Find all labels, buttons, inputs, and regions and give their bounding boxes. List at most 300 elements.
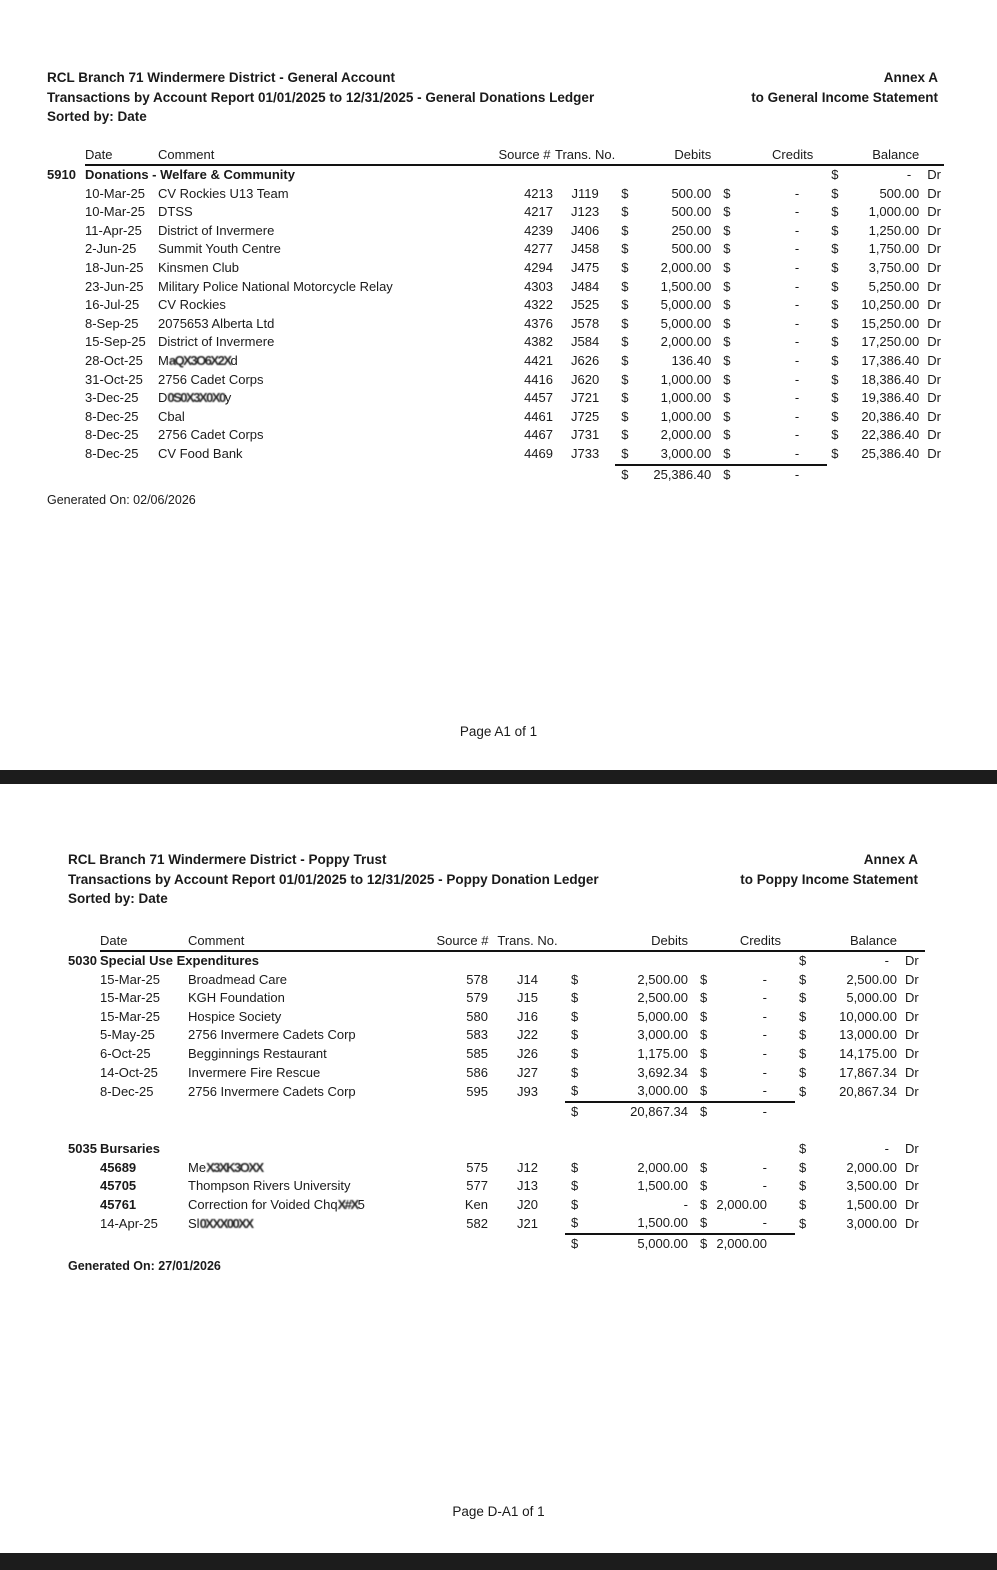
transaction-row (47, 240, 944, 259)
comment-cell: Military Police National Motorcycle Relay (158, 278, 393, 294)
debit-cell: 1,175.00 (637, 1045, 688, 1061)
drcr-cell: Dr (927, 241, 941, 257)
credit-cell: - (794, 408, 800, 424)
source-cell: 4322 (524, 297, 553, 313)
balance-cell (818, 1102, 897, 1122)
comment-cell: 2756 Cadet Corps (158, 427, 264, 443)
credit-cell: - (794, 241, 800, 257)
trans-no-cell: J584 (571, 334, 600, 350)
totals-credits-cell: - (737, 465, 827, 485)
column-header-account (47, 142, 85, 165)
source-cell: 4457 (524, 390, 553, 406)
totals-credit-sign-cell: $ (688, 1234, 715, 1254)
debit-cell: 2,000.00 (637, 1159, 688, 1175)
credit-sign-cell: $ (723, 315, 731, 331)
debit-sign-cell: $ (571, 1083, 579, 1099)
report-title: RCL Branch 71 Windermere District - Poppy Trust (68, 852, 387, 867)
debit-cell: 2,000.00 (660, 334, 712, 350)
credit-sign-cell: $ (700, 971, 708, 987)
totals-credit-sign-cell: $ (711, 465, 737, 485)
credit-sign-cell (688, 1140, 715, 1159)
credit-cell: - (794, 259, 800, 275)
column-header-source: Source # (435, 928, 490, 951)
balance-cell: 1,750.00 (868, 241, 920, 257)
account-number-cell (68, 1214, 100, 1234)
balance-sign-cell: $ (831, 278, 839, 294)
date-cell: 8-Dec-25 (85, 446, 139, 462)
balance-cell: 5,250.00 (868, 278, 920, 294)
balance-cell: 2,500.00 (846, 971, 897, 987)
report-header-right (740, 850, 918, 889)
account-number-cell (68, 1026, 100, 1045)
account-section-row (68, 1140, 925, 1159)
account-number-cell (47, 203, 85, 222)
credit-sign-cell (711, 165, 737, 185)
account-number-cell (68, 1177, 100, 1196)
comment-cell: Kinsmen Club (158, 259, 239, 275)
account-number-cell (47, 426, 85, 445)
trans-no-cell: J14 (517, 971, 538, 987)
source-cell: 4469 (524, 446, 553, 462)
drcr-cell: Dr (905, 1159, 919, 1175)
credit-sign-cell: $ (723, 278, 731, 294)
trans-no-cell: J16 (517, 1008, 538, 1024)
transaction-row (68, 1008, 925, 1027)
annex-subtitle: to Poppy Income Statement (740, 871, 918, 887)
trans-no-cell: J484 (571, 278, 600, 294)
section-totals-row (47, 465, 944, 485)
column-header-drcr (897, 928, 925, 951)
transaction-row (47, 259, 944, 278)
drcr-cell: Dr (919, 165, 944, 185)
date-cell: 15-Sep-25 (85, 334, 146, 350)
annex-label: Annex A (863, 852, 918, 867)
credit-cell: - (762, 1008, 767, 1024)
credit-sign-cell: $ (723, 204, 731, 220)
trans-no-cell: J93 (517, 1083, 538, 1099)
date-cell: 45689 (100, 1159, 137, 1175)
source-cell: 4303 (524, 278, 553, 294)
transaction-row (68, 1064, 925, 1083)
source-cell: 4294 (524, 259, 553, 275)
drcr-cell: Dr (927, 334, 941, 350)
source-cell: 582 (466, 1215, 488, 1231)
balance-cell: 500.00 (879, 185, 920, 201)
credit-cell (715, 1140, 795, 1159)
transaction-row (47, 203, 944, 222)
drcr-cell: Dr (927, 371, 941, 387)
debit-cell: 3,000.00 (660, 445, 712, 461)
balance-cell: 22,386.40 (861, 427, 920, 443)
balance-cell: 1,250.00 (868, 222, 920, 238)
balance-sign-cell (827, 465, 847, 485)
date-cell: 8-Dec-25 (100, 1083, 154, 1099)
debit-cell: 5,000.00 (637, 1008, 688, 1024)
column-header-account (68, 928, 100, 951)
report-subtitle: Transactions by Account Report 01/01/2025 to 12/31/2025 - General Donations Ledger (47, 89, 595, 105)
balance-sign-cell: $ (799, 1027, 807, 1043)
transaction-row (68, 971, 925, 990)
debit-cell: 500.00 (671, 204, 712, 220)
account-number-cell: 5035 (68, 1140, 97, 1156)
source-cell: 4461 (524, 408, 553, 424)
transaction-row (68, 1082, 925, 1102)
account-number-cell (47, 185, 85, 204)
date-cell: 14-Apr-25 (100, 1215, 158, 1231)
account-number-cell: 5030 (68, 952, 97, 968)
comment-cell: District of Invermere (158, 222, 275, 238)
trans-no-cell: J26 (517, 1045, 538, 1061)
comment-cell: Invermere Fire Rescue (188, 1064, 321, 1080)
trans-no-cell: J15 (517, 990, 538, 1006)
account-number-cell (47, 408, 85, 427)
balance-cell: 3,750.00 (868, 259, 920, 275)
debit-sign-cell: $ (621, 334, 629, 350)
trans-no-cell: J475 (571, 259, 600, 275)
redacted-text: X#X (337, 1196, 358, 1212)
section-totals-row (68, 1234, 925, 1254)
drcr-cell: Dr (905, 1196, 919, 1212)
debit-sign-cell: $ (571, 1178, 579, 1194)
balance-sign-cell: $ (799, 1140, 807, 1156)
drcr-cell: Dr (927, 297, 941, 313)
debit-cell (637, 165, 711, 185)
column-header-trans: Trans. No. (555, 142, 615, 165)
comment-cell: CV Food Bank (158, 446, 243, 462)
balance-sign-cell (795, 1234, 818, 1254)
comment-cell: CV Rockies U13 Team (158, 185, 289, 201)
credit-sign-cell: $ (700, 1008, 708, 1024)
trans-no-cell: J123 (571, 204, 600, 220)
credit-sign-cell: $ (723, 445, 731, 461)
transaction-row (68, 1045, 925, 1064)
date-cell: 31-Oct-25 (85, 371, 143, 387)
account-number-cell (68, 1196, 100, 1215)
debit-cell: 500.00 (671, 185, 712, 201)
credit-cell: - (794, 334, 800, 350)
account-number-cell (68, 989, 100, 1008)
debit-cell: 136.40 (671, 352, 712, 368)
credit-sign-cell: $ (723, 297, 731, 313)
comment-cell: 2075653 Alberta Ltd (158, 315, 275, 331)
drcr-cell: Dr (905, 1215, 919, 1231)
credit-cell: - (762, 1027, 767, 1043)
comment-cell: Broadmead Care (188, 971, 287, 987)
drcr-cell: Dr (927, 222, 941, 238)
drcr-cell (897, 1234, 925, 1254)
credit-sign-cell: $ (700, 1196, 708, 1212)
credit-cell (715, 951, 795, 971)
balance-cell: 2,000.00 (846, 1159, 897, 1175)
comment-cell: 2756 Invermere Cadets Corp (188, 1083, 356, 1099)
redacted-text: 0XXX00XX (199, 1215, 253, 1231)
transaction-row (68, 989, 925, 1008)
balance-cell: 17,250.00 (861, 334, 920, 350)
debit-cell: 3,000.00 (637, 1027, 688, 1043)
transaction-row (68, 1177, 925, 1196)
trans-no-cell: J626 (571, 352, 600, 368)
trans-no-cell: J458 (571, 241, 600, 257)
drcr-cell: Dr (905, 1140, 919, 1156)
trans-no-cell: J27 (517, 1064, 538, 1080)
balance-cell: 1,500.00 (846, 1196, 897, 1212)
balance-cell: 3,000.00 (846, 1215, 897, 1231)
drcr-cell: Dr (927, 446, 941, 462)
trans-no-cell: J725 (571, 408, 600, 424)
column-header-balance: Balance (827, 142, 919, 165)
transactions-table-poppy (68, 928, 925, 1254)
debit-cell (600, 1140, 688, 1159)
comment-cell: 2756 Cadet Corps (158, 371, 264, 387)
debit-cell: 3,692.34 (637, 1064, 688, 1080)
account-number-cell (47, 371, 85, 390)
totals-credits-cell: 2,000.00 (715, 1234, 795, 1254)
date-cell: 15-Mar-25 (100, 971, 160, 987)
debit-cell: 2,500.00 (637, 971, 688, 987)
balance-sign-cell: $ (799, 1178, 807, 1194)
credit-cell: - (794, 278, 800, 294)
column-header-debits: Debits (565, 928, 688, 951)
balance-sign-cell: $ (831, 204, 839, 220)
drcr-cell: Dr (927, 390, 941, 406)
source-cell: 575 (466, 1159, 488, 1175)
column-header-date: Date (100, 928, 188, 951)
date-cell: 15-Mar-25 (100, 1008, 160, 1024)
report-header-left (47, 68, 594, 127)
source-cell: Ken (464, 1196, 488, 1212)
debit-sign-cell: $ (621, 204, 629, 220)
totals-credits-cell: - (715, 1102, 795, 1122)
transaction-row (47, 371, 944, 390)
debit-cell: 1,000.00 (660, 371, 712, 387)
trans-no-cell: J525 (571, 297, 600, 313)
balance-sign-cell: $ (799, 1159, 807, 1175)
generated-on-line: Generated On: 27/01/2026 (68, 1259, 221, 1273)
balance-cell: 25,386.40 (861, 446, 920, 462)
annex-label: Annex A (883, 70, 938, 85)
column-header-row (68, 928, 925, 951)
comment-cell: MeX3XK3OXX (188, 1159, 263, 1175)
debit-sign-cell: $ (571, 1008, 579, 1024)
balance-sign-cell: $ (831, 408, 839, 424)
account-section-row (68, 951, 925, 971)
source-cell: 4213 (524, 185, 553, 201)
credit-sign-cell: $ (700, 1027, 708, 1043)
credit-cell: - (762, 1064, 767, 1080)
balance-sign-cell: $ (831, 446, 839, 462)
trans-no-cell: J20 (517, 1196, 538, 1212)
account-label-cell: Special Use Expenditures (100, 951, 565, 971)
balance-sign-cell: $ (799, 1083, 807, 1099)
credit-sign-cell: $ (723, 222, 731, 238)
source-cell: 4416 (524, 371, 553, 387)
column-header-source: Source # (494, 142, 555, 165)
debit-cell: 1,000.00 (660, 408, 712, 424)
credit-cell: - (794, 315, 800, 331)
credit-sign-cell: $ (700, 1215, 708, 1231)
account-number-cell (47, 333, 85, 352)
date-cell: 5-May-25 (100, 1027, 155, 1043)
balance-cell: 17,867.34 (839, 1064, 897, 1080)
debit-sign-cell: $ (621, 371, 629, 387)
trans-no-cell: J22 (517, 1027, 538, 1043)
source-cell: 4421 (524, 352, 553, 368)
debit-sign-cell: $ (571, 1196, 579, 1212)
debit-cell: 5,000.00 (660, 315, 712, 331)
trans-no-cell: J21 (517, 1215, 538, 1231)
balance-cell: 5,000.00 (846, 990, 897, 1006)
debit-sign-cell: $ (621, 297, 629, 313)
credit-cell: - (762, 990, 767, 1006)
column-header-credits: Credits (711, 142, 827, 165)
column-header-row (47, 142, 944, 165)
source-cell: 595 (466, 1083, 488, 1099)
comment-cell: D0S0X3X0X0y (158, 390, 232, 406)
account-number-cell (47, 259, 85, 278)
source-cell: 4239 (524, 222, 553, 238)
balance-cell: 15,250.00 (861, 315, 920, 331)
credit-sign-cell: $ (723, 408, 731, 424)
totals-debit-sign-cell: $ (615, 465, 637, 485)
transaction-row (47, 315, 944, 334)
debit-sign-cell (615, 165, 637, 185)
balance-cell: 10,000.00 (839, 1008, 897, 1024)
comment-cell: Correction for Voided ChqX#X5 (188, 1196, 365, 1212)
balance-cell: 18,386.40 (861, 371, 920, 387)
drcr-cell: Dr (927, 352, 941, 368)
balance-sign-cell: $ (831, 222, 839, 238)
balance-sign-cell: $ (831, 371, 839, 387)
credit-sign-cell: $ (723, 427, 731, 443)
debit-sign-cell: $ (621, 278, 629, 294)
debit-sign-cell: $ (571, 1215, 579, 1231)
trans-no-cell: J731 (571, 427, 600, 443)
credit-sign-cell: $ (700, 1064, 708, 1080)
credit-cell: - (762, 1215, 767, 1231)
trans-no-cell: J119 (571, 185, 599, 201)
report-sorted-by: Sorted by: Date (68, 891, 168, 906)
transaction-row (47, 389, 944, 408)
account-number-cell (47, 240, 85, 259)
date-cell: 18-Jun-25 (85, 259, 144, 275)
account-number-cell (68, 971, 100, 990)
drcr-cell: Dr (905, 971, 919, 987)
credit-cell: - (794, 390, 800, 406)
transaction-row (68, 1026, 925, 1045)
transaction-row (47, 352, 944, 371)
balance-cell (847, 465, 919, 485)
trans-no-cell: J406 (571, 222, 600, 238)
transaction-row (47, 185, 944, 204)
balance-cell: 10,250.00 (861, 297, 920, 313)
comment-cell: Thompson Rivers University (188, 1178, 351, 1194)
comment-cell: 2756 Invermere Cadets Corp (188, 1027, 356, 1043)
account-number-cell (47, 445, 85, 465)
debit-sign-cell: $ (571, 990, 579, 1006)
debit-sign-cell: $ (621, 427, 629, 443)
account-number-cell: 5910 (47, 166, 76, 182)
date-cell: 16-Jul-25 (85, 297, 140, 313)
debit-cell: 500.00 (671, 241, 712, 257)
balance-cell: 1,000.00 (868, 204, 920, 220)
totals-debits-cell: 25,386.40 (637, 465, 711, 485)
balance-sign-cell: $ (831, 334, 839, 350)
credit-sign-cell: $ (700, 1159, 708, 1175)
balance-sign-cell: $ (831, 241, 839, 257)
balance-sign-cell: $ (799, 990, 807, 1006)
balance-cell (818, 1234, 897, 1254)
debit-cell: 2,000.00 (660, 259, 712, 275)
drcr-cell: Dr (927, 408, 941, 424)
debit-sign-cell: $ (621, 390, 629, 406)
debit-sign-cell: $ (621, 445, 629, 461)
credit-cell: - (794, 445, 800, 461)
column-header-credits: Credits (688, 928, 795, 951)
account-number-cell (47, 222, 85, 241)
source-cell: 580 (466, 1008, 488, 1024)
drcr-cell: Dr (927, 259, 941, 275)
generated-on-line: Generated On: 02/06/2026 (47, 493, 196, 507)
account-number-cell (68, 1045, 100, 1064)
source-cell: 4382 (524, 334, 553, 350)
trans-no-cell: J578 (571, 315, 600, 331)
balance-sign-cell: $ (795, 951, 818, 971)
report-title: RCL Branch 71 Windermere District - General Account (47, 70, 395, 85)
page-number-footer: Page A1 of 1 (459, 724, 538, 739)
balance-sign-cell: $ (831, 390, 839, 406)
balance-cell: 20,386.40 (861, 408, 920, 424)
page-separator-bar (0, 770, 997, 784)
source-cell: 4277 (524, 241, 553, 257)
debit-cell: 1,500.00 (637, 1178, 688, 1194)
drcr-cell: Dr (927, 185, 941, 201)
source-cell: 4467 (524, 427, 553, 443)
date-cell: 6-Oct-25 (100, 1045, 151, 1061)
transaction-row (47, 278, 944, 297)
comment-cell: KGH Foundation (188, 990, 285, 1006)
drcr-cell: Dr (927, 278, 941, 294)
comment-cell: Hospice Society (188, 1008, 282, 1024)
column-header-balance: Balance (795, 928, 897, 951)
totals-debit-sign-cell: $ (565, 1102, 600, 1122)
drcr-cell (919, 465, 944, 485)
date-cell: 11-Apr-25 (85, 222, 142, 238)
debit-sign-cell: $ (571, 1027, 579, 1043)
debit-sign-cell: $ (571, 971, 579, 987)
balance-cell: 14,175.00 (839, 1045, 897, 1061)
comment-cell: Cbal (158, 408, 185, 424)
section-totals-row (68, 1102, 925, 1122)
totals-debits-cell: 20,867.34 (600, 1102, 688, 1122)
debit-cell: 250.00 (671, 222, 712, 238)
drcr-cell: Dr (927, 204, 941, 220)
balance-sign-cell: $ (799, 1008, 807, 1024)
credit-cell: - (762, 971, 767, 987)
account-label-cell: Bursaries (100, 1140, 160, 1156)
debit-sign-cell: $ (621, 222, 629, 238)
date-cell: 8-Dec-25 (85, 408, 139, 424)
drcr-cell: Dr (905, 1045, 919, 1061)
report-page-general-account (0, 0, 997, 770)
balance-sign-cell: $ (799, 1196, 807, 1212)
trans-no-cell: J12 (517, 1159, 538, 1175)
credit-cell: - (794, 352, 800, 368)
page-number-footer: Page D-A1 of 1 (452, 1504, 545, 1519)
debit-cell: 2,500.00 (637, 990, 688, 1006)
bottom-edge-bar (0, 1553, 997, 1570)
credit-cell: - (762, 1178, 767, 1194)
transaction-row (68, 1159, 925, 1178)
